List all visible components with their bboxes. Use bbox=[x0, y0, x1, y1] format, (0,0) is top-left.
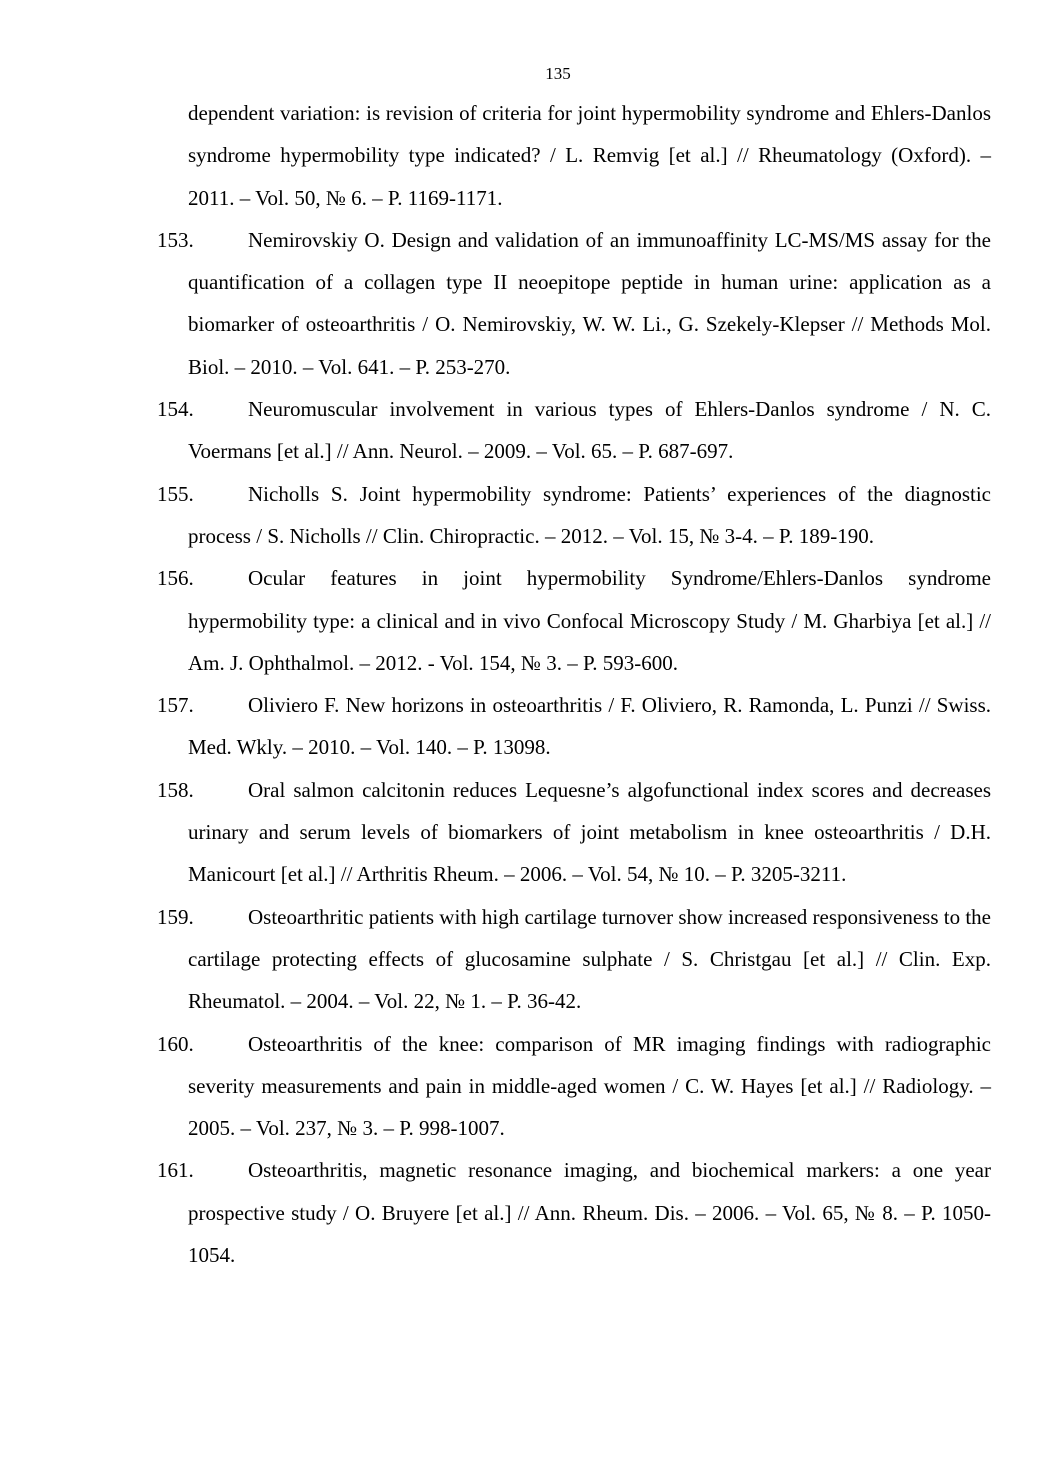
reference-153: 153. Nemirovskiy O. Design and validation of an immunoaffinity LC-MS/MS assay for the quantification of a collagen type II neoepitope peptide in human urine: application as a biomarker of osteoarthritis / O. Nemirovskiy, W. W. Li., G. Szekely-Klepser // Methods Mol. Biol. – 2010. – Vol. 641. – P. 253-270. bbox=[157, 219, 991, 388]
reference-text: Ocular features in joint hypermobility Syndrome/Ehlers-Danlos syndrome hypermobility type: a clinical and in vivo Confocal Microscopy Study / M. Gharbiya [et al.] // Am. J. Ophthalmol. – 2012. - Vol. 154, № 3. – P. 593-600. bbox=[188, 566, 991, 675]
reference-text: Nicholls S. Joint hypermobility syndrome: Patients’ experiences of the diagnostic process / S. Nicholls // Clin. Chiropractic. – 2012. – Vol. 15, № 3-4. – P. 189-190. bbox=[188, 481, 991, 548]
reference-text: dependent variation: is revision of criteria for joint hypermobility syndrome and Ehlers-Danlos syndrome hypermobility type indicated? / L. Remvig [et al.] // Rheumatology (Oxford). – 2011. – Vol. 50, № 6. – P. 1169-1171. bbox=[188, 101, 991, 210]
reference-text: Osteoarthritis of the knee: comparison of MR imaging findings with radiographic severity measurements and pain in middle-aged women / C. W. Hayes [et al.] // Radiology. – 2005. – Vol. 237, № 3. – P. 998-1007. bbox=[188, 1031, 991, 1141]
reference-154: 154. Neuromuscular involvement in various types of Ehlers-Danlos syndrome / N. C. Voermans [et al.] // Ann. Neurol. – 2009. – Vol. 65. – P. 687-697. bbox=[157, 388, 991, 473]
reference-155: 155. Nicholls S. Joint hypermobility syndrome: Patients’ experiences of the diagnostic process / S. Nicholls // Clin. Chiropractic. – 2012. – Vol. 15, № 3-4. – P. 189-190. bbox=[157, 473, 991, 558]
reference-160: 160. Osteoarthritis of the knee: comparison of MR imaging findings with radiographic severity measurements and pain in middle-aged women / C. W. Hayes [et al.] // Radiology. – 2005. – Vol. 237, № 3. – P. 998-1007. bbox=[157, 1023, 991, 1150]
reference-158: 158. Oral salmon calcitonin reduces Lequesne’s algofunctional index scores and decreases urinary and serum levels of biomarkers of joint metabolism in knee osteoarthritis / D.H. Manicourt [et al.] // Arthritis Rheum. – 2006. – Vol. 54, № 10. – P. 3205-3211. bbox=[157, 769, 991, 896]
reference-list bbox=[157, 92, 991, 1276]
reference-continued bbox=[157, 92, 991, 219]
reference-text: Neuromuscular involvement in various types of Ehlers-Danlos syndrome / N. C. Voermans [et al.] // Ann. Neurol. – 2009. – Vol. 65. – P. 687-697. bbox=[188, 397, 991, 464]
reference-text: Oliviero F. New horizons in osteoarthritis / F. Oliviero, R. Ramonda, L. Punzi // Swiss. Med. Wkly. – 2010. – Vol. 140. – P. 13098. bbox=[188, 693, 991, 760]
reference-text: Nemirovskiy O. Design and validation of an immunoaffinity LC-MS/MS assay for the quantification of a collagen type II neoepitope peptide in human urine: application as a biomarker of osteoarthritis / O. Nemirovskiy, W. W. Li., G. Szekely-Klepser // Methods Mol. Biol. – 2010. – Vol. 641. – P. 253-270. bbox=[188, 227, 991, 379]
reference-text: Oral salmon calcitonin reduces Lequesne’s algofunctional index scores and decreases urinary and serum levels of biomarkers of joint metabolism in knee osteoarthritis / D.H. Manicourt [et al.] // Arthritis Rheum. – 2006. – Vol. 54, № 10. – P. 3205-3211. bbox=[188, 777, 991, 887]
reference-text: Osteoarthritis, magnetic resonance imaging, and biochemical markers: a one year prospective study / O. Bruyere [et al.] // Ann. Rheum. Dis. – 2006. – Vol. 65, № 8. – P. 1050-1054. bbox=[188, 1158, 991, 1268]
reference-157: 157. Oliviero F. New horizons in osteoarthritis / F. Oliviero, R. Ramonda, L. Punzi // Swiss. Med. Wkly. – 2010. – Vol. 140. – P. 13098. bbox=[157, 684, 991, 769]
page-number: 135 bbox=[545, 64, 571, 83]
reference-156: 156. Ocular features in joint hypermobility Syndrome/Ehlers-Danlos syndrome hypermobility type: a clinical and in vivo Confocal Microscopy Study / M. Gharbiya [et al.] // Am. J. Ophthalmol. – 2012. - Vol. 154, № 3. – P. 593-600. bbox=[157, 557, 991, 684]
reference-text: Osteoarthritic patients with high cartilage turnover show increased responsiveness to the cartilage protecting effects of glucosamine sulphate / S. Christgau [et al.] // Clin. Exp. Rheumatol. – 2004. – Vol. 22, № 1. – P. 36-42. bbox=[188, 904, 991, 1014]
reference-159: 159. Osteoarthritic patients with high cartilage turnover show increased responsiveness to the cartilage protecting effects of glucosamine sulphate / S. Christgau [et al.] // Clin. Exp. Rheumatol. – 2004. – Vol. 22, № 1. – P. 36-42. bbox=[157, 896, 991, 1023]
reference-161: 161. Osteoarthritis, magnetic resonance imaging, and biochemical markers: a one year prospective study / O. Bruyere [et al.] // Ann. Rheum. Dis. – 2006. – Vol. 65, № 8. – P. 1050-1054. bbox=[157, 1149, 991, 1276]
